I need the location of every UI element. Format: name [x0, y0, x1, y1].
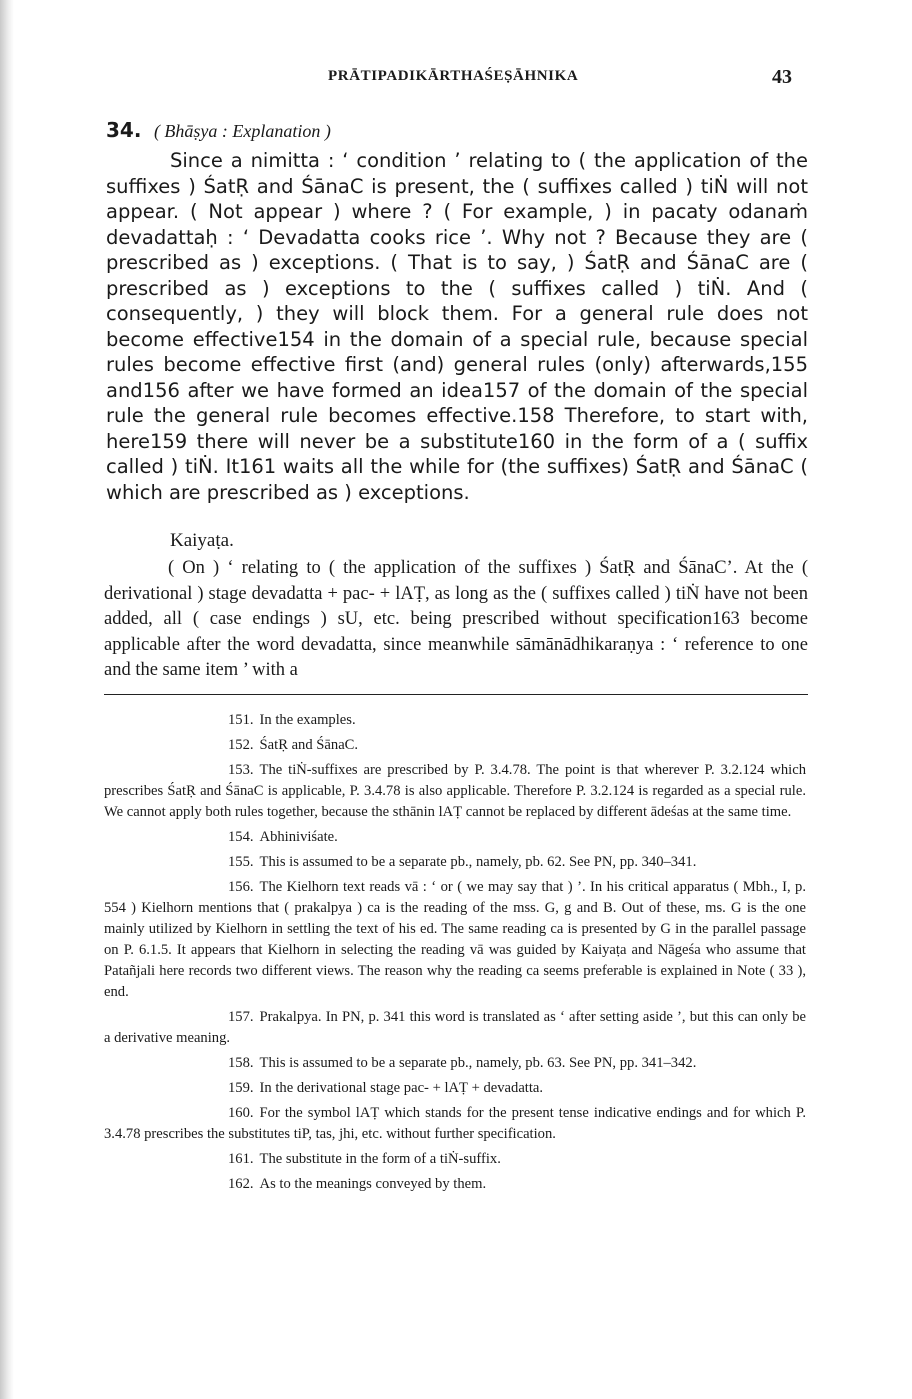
footnote: [104, 735, 806, 756]
footnote-number: 152.: [228, 737, 254, 753]
section-title: ( Bhāṣya : Explanation ): [153, 121, 331, 141]
footnote: [104, 710, 806, 731]
footnote: [104, 1007, 806, 1049]
footnote: [104, 1078, 806, 1099]
footnote-text: In the derivational stage pac- + lAṬ + devadatta.: [259, 1080, 544, 1096]
footnote-number: 155.: [228, 854, 254, 870]
footnote: [104, 1174, 806, 1195]
footnote-text: The tiṄ-suffixes are prescribed by P. 3.4.78. The point is that wherever P. 3.2.124 which prescribes ŚatṚ and ŚānaC is applicable, P. 3.4.78 is also applicable. Therefore P. 3.2.124 is regarded as a special rule. We cannot apply both rules together, because the sthānin lAṬ cannot be replaced by different ādeśas at the same time.: [104, 762, 806, 820]
running-head: PRĀTIPADIKĀRTHAŚEṢĀHNIKA: [328, 68, 579, 84]
footnote-text: This is assumed to be a separate pb., namely, pb. 63. See PN, pp. 341–342.: [259, 1055, 697, 1071]
footnote-text: As to the meanings conveyed by them.: [259, 1176, 487, 1192]
bhashya-text: [106, 148, 808, 505]
section-heading: [106, 118, 331, 142]
kaiyata-paragraph: ( On ) ‘ relating to ( the application of the suffixes ) ŚatṚ and ŚānaC’. At the ( derivational ) stage devadatta + pac- + lAṬ, as long as the ( suffixes called ) tiṄ have not been added, all ( case endings ) sU, etc. being prescribed without specification163 become applicable after the word devadatta, since meanwhile sāmānādhikaraṇya : ‘ reference to one and the same item ’ with a: [104, 558, 808, 680]
bhashya-paragraph: Since a nimitta : ‘ condition ’ relating to ( the application of the suffixes ) ŚatṚ and ŚānaC is present, the ( suffixes called ) tiṄ will not appear. ( Not appear ) where ? ( For example, ) in pacaty odanaṁ devadattaḥ : ‘ Devadatta cooks rice ’. Why not ? Because they are ( prescribed as ) exceptions. ( That is to say, ) ŚatṚ and ŚānaC are ( prescribed as ) exceptions to the ( suffixes called ) tiṄ. And ( consequently, ) they will block them. For a general rule does not become effective154 in the domain of a special rule, because special rules become effective first (and) general rules (only) afterwards,155 and156 after we have formed an idea157 of the domain of the special rule the general rule becomes effective.158 Therefore, to start with, here159 there will never be a substitute160 in the form of a ( suffix called ) tiṄ. It161 waits all the while for (the suffixes) ŚatṚ and ŚānaC ( which are prescribed as ) exceptions.: [106, 149, 808, 504]
footnote-text: ŚatṚ and ŚānaC.: [259, 737, 359, 753]
footnote: [104, 760, 806, 823]
footnote-divider: [104, 694, 808, 695]
kaiyata-text: [104, 556, 808, 684]
footnote-text: Prakalpya. In PN, p. 341 this word is translated as ‘ after setting aside ’, but this can only be a derivative meaning.: [104, 1009, 806, 1046]
scan-edge-shadow: [0, 0, 14, 1399]
footnote-text: This is assumed to be a separate pb., namely, pb. 62. See PN, pp. 340–341.: [259, 854, 697, 870]
footnote-text: The Kielhorn text reads vā : ‘ or ( we may say that ) ’. In his critical apparatus ( Mbh., I, p. 554 ) Kielhorn mentions that ( prakalpya ) ca is the reading of the mss. G, g and B. Out of these, ms. G is the one mainly utilized by Kielhorn in settling the text of his ed. The same reading ca is presented by G in the parallel passage on P. 6.1.5. It appears that Kielhorn in selecting the reading vā was guided by Kaiyaṭa and Nāgeśa who assume that Patañjali here records two different views. The reason why the reading ca seems preferable is explained in Note ( 33 ), end.: [104, 879, 806, 1000]
footnote: [104, 827, 806, 848]
footnotes: [104, 710, 806, 1199]
footnote-number: 157.: [228, 1009, 254, 1025]
footnote-number: 159.: [228, 1080, 254, 1096]
footnote: [104, 852, 806, 873]
page-number: 43: [772, 66, 792, 88]
footnote-text: In the examples.: [259, 712, 356, 728]
kaiyata-label: Kaiyaṭa.: [170, 530, 234, 551]
footnote-text: For the symbol lAṬ which stands for the present tense indicative endings and for which P. 3.4.78 prescribes the substitutes tiP, tas, jhi, etc. without further specification.: [104, 1105, 806, 1142]
footnote-number: 153.: [228, 762, 254, 778]
footnote-text: Abhiniviśate.: [259, 829, 338, 845]
footnote-number: 151.: [228, 712, 254, 728]
footnote-number: 162.: [228, 1176, 254, 1192]
footnote-number: 154.: [228, 829, 254, 845]
section-number: 34.: [106, 118, 142, 142]
footnote: [104, 1103, 806, 1145]
footnote: [104, 877, 806, 1003]
page-header: [0, 66, 912, 94]
footnote-text: The substitute in the form of a tiṄ-suffix.: [259, 1151, 501, 1167]
footnote-number: 158.: [228, 1055, 254, 1071]
footnote-number: 161.: [228, 1151, 254, 1167]
footnote: [104, 1149, 806, 1170]
footnote-number: 156.: [228, 879, 254, 895]
footnote: [104, 1053, 806, 1074]
footnote-number: 160.: [228, 1105, 254, 1121]
